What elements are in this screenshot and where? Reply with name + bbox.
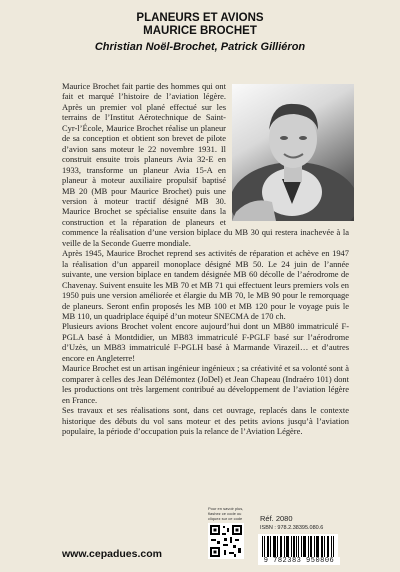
reference-number: Réf. 2080 — [260, 514, 293, 523]
title-line-2: MAURICE BROCHET — [143, 25, 257, 37]
isbn: ISBN : 978.2.38395.080.6 — [260, 525, 324, 531]
paragraph-4: Maurice Brochet est un artisan ingénieur ingénieux ; sa créativité et sa volonté sont à comparer à celles des Jean Délémontez (JoDel) et Jean Chapeau (Indraéro 101) dont les productions ont très largement contribué au développement de l’aviation légère en France. — [62, 363, 349, 405]
paragraph-2: Après 1945, Maurice Brochet reprend ses activités de réparation et achève en 1947 la réalisation d’un appareil monoplace désigné MB 50. Le 24 juin de l’année suivante, une version biplace en tandem désignée MB 60 décolle de l’aérodrome de Chavenay. Suivent ensuite les MB 70 et MB 71 qui effectuent leurs premiers vols en 1950 puis une version améliorée et élargie du MB 70, le MB 90 pour le remorquage de planeurs. Seront enfin proposés les MB 100 et MB 120 pour le voyage puis le MB 110, un quadriplace équipé d’un moteur SNECMA de 170 ch. — [62, 248, 349, 321]
qr-caption: Pour en savoir plus, flashez ce code ou cliquez sur ce code — [208, 506, 244, 521]
book-authors: Christian Noël-Brochet, Patrick Gilliéron — [94, 41, 306, 53]
publisher-website[interactable]: www.cepadues.com — [62, 548, 162, 560]
portrait-photo — [232, 84, 354, 221]
book-title — [0, 12, 400, 38]
qr-block — [208, 506, 254, 564]
paragraph-5: Ses travaux et ses réalisations sont, dans cet ouvrage, replacés dans le contexte historique des débuts du vol sans moteur et des petits avions jusqu’à l’aviation populaire, la période d’occupation puis la relance de l’Aviation Légère. — [62, 405, 349, 436]
qr-code-icon[interactable] — [208, 523, 244, 559]
portrait-illustration — [232, 84, 354, 221]
back-cover-text — [62, 81, 349, 436]
title-line-1: PLANEURS ET AVIONS — [136, 12, 264, 24]
paragraph-3: Plusieurs avions Brochet volent encore aujourd’hui dont un MB80 immatriculé F-PGLA basé à Montdidier, un MB83 immatriculé F-PGLF basé sur l’aérodrome d’Uzès, un MB83 immatriculé F-PGLH basé à Marmande Virazeil… et d’autres encore en Angleterre! — [62, 321, 349, 363]
barcode-number: 9 782383 950806 — [258, 557, 340, 565]
paragraph-1: Maurice Brochet fait partie des hommes qui ont fait et marqué l’histoire de l’aviation légère. Après un premier vol plané effectué sur les terrains de l’Institut Aérotechnique de Saint-Cyr-l’École, Maurice Brochet réalise un planeur de sa conception et obtient son brevet de pilote d’avion sans moteur le 22 novembre 1931. Il construit ensuite trois planeurs Avia 32-E en 1933, transforme un planeur Avia 15-A en planeur à moteur auxiliaire propulsif baptisé MB 20 (MB pour Maurice Brochet) puis une version à moteur tractif désigné MB 30. Maurice Brochet se spécialise ensuite dans la construction et la réparation de planeurs et commence la réalisation d’une version biplace du MB 30 qui restera inachevée à la veille de la Seconde Guerre mondiale. — [62, 81, 349, 248]
